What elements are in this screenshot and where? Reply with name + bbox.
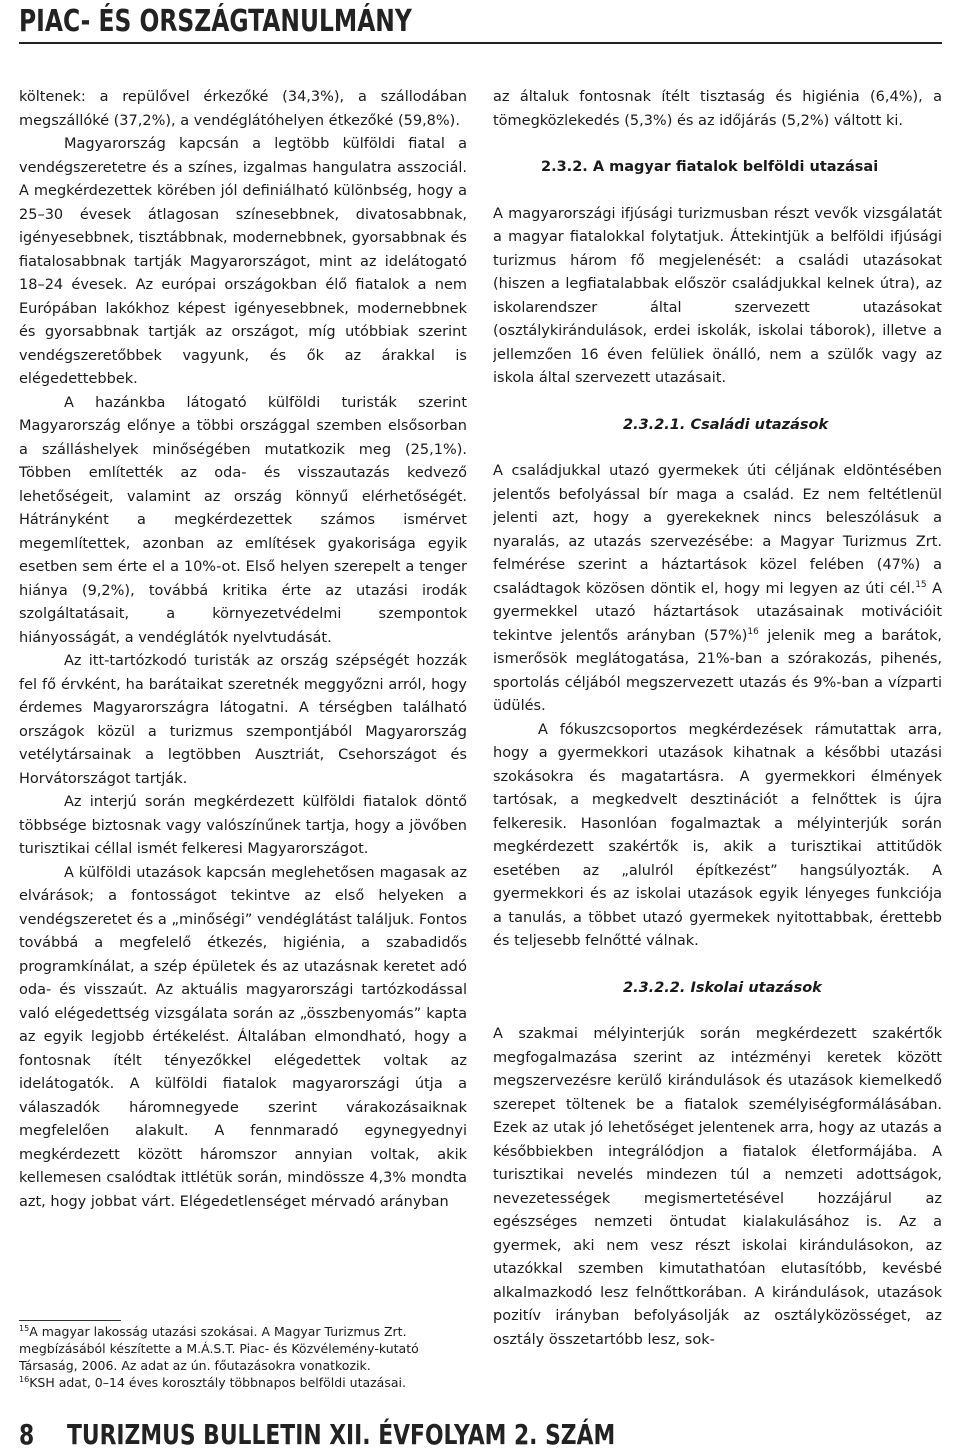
page-number: 8 bbox=[19, 1418, 35, 1451]
footer bbox=[19, 1418, 615, 1451]
footnote-15 bbox=[19, 1323, 467, 1374]
paragraph: A szakmai mélyinterjúk során megkérdezett szakértők megfogalmazása szerint az intézményi keretek között megszervezésre kerülő kirándulások és utazások kiemelkedő szerepet töltenek be a fiatalok személyiségformálásában. Ezek az utak jó lehetőséget jelentenek arra, hogy az utazás a későbbiekben integrálódjon a fiatalok életformájába. A turisztikai nevelés mindezen túl a nemzeti adottságok, nevezetességek megismertetésével hozzájárul az egészséges nemzeti öntudat kialakulásához is. Az a gyermek, aki nem vesz részt iskolai kirándulásokon, az utazókkal szemben kimutathatóan elutasítóbb, kevésbé alkalmazkodó lesz felnőttkorában. A kirándulások, utazások pozitív irányban befolyásolják az osztályközösséget, az osztály összetartóbb lesz, sok- bbox=[493, 1026, 942, 1348]
running-header: PIAC- ÉS ORSZÁGTANULMÁNY bbox=[19, 4, 412, 39]
subsection-heading: 2.3.2.1. Családi utazások bbox=[623, 416, 829, 433]
paragraph: A külföldi utazások kapcsán meglehetősen magasak az elvárások; a fontosságot tekintve az első helyeken a vendégszeretet és a „minőségi” vendéglátást találjuk. Fontos továbbá a megfelelő étkezés, higiénia, a szabadidős programkínálat, a szép épületek és az utazásnak keretet adó oda- és visszaút. Az aktuális magyarországi tartózkodással való elégedettség vizsgálata során az „összbenyomás” kapta az egyik legjobb értékelést. Általában elmondható, hogy a fontosnak ítélt tényezőkkel elégedettek voltak az idelátogatók. A külföldi fiatalok magyarországi útja a válaszadók háromnegyede szerint várakozásaiknak megfelelően alakult. A fennmaradó egynegyednyi megkérdezett között háromszor annyian voltak, akik kellemesen csalódtak ittlétük során, mindössze 4,3% mondta azt, hogy jobbat várt. Elégedetlenséget mérvadó arányban bbox=[19, 864, 467, 1210]
paragraph: Magyarország kapcsán a legtöbb külföldi fiatal a vendégszeretetre és a színes, izgalmas hangulatra asszociál. A megkérdezettek körében jól definiálható különbség, hogy a 25–30 évesek átlagosan színesebbnek, divatosabbnak, igényesebbnek, tisztábbnak, modernebbnek, gyorsabbnak és fiatalosabbnak tartják Magyarországot, mint az idelátogató 18–24 évesek. Az európai országokban élő fiatalok a nem Európában lakókhoz képest igényesebbnek, modernebbnek és gyorsabbnak tartják az országot, míg utóbbiak szerint vendégszeretőbbek vagyunk, és ők az árakkal is elégedettebbek. bbox=[19, 136, 467, 387]
right-column bbox=[493, 86, 942, 1406]
footnote-16 bbox=[19, 1374, 467, 1391]
paragraph: A fókuszcsoportos megkérdezések rámutattak arra, hogy a gyermekkori utazások kihatnak a későbbi utazási szokásokra és magatartásra. A gyermekkori élmények tartósak, a megkedvelt desztinációt a felnőttek is újra felkeresik. Hasonlóan fogalmaztak a mélyinterjúk során megkérdezett szakértők is, akik a turisztikai attitűdök esetében az „alulról építkezést” hangsúlyozták. A gyermekkori és az iskolai utazások egyik lényeges funkciója a tanulás, a többet utazó gyermekek nyitottabbak, érettebb és teljesebb felnőtté válnak. bbox=[493, 721, 942, 949]
text-run: A családjukkal utazó gyermekek úti céljának eldöntésében jelentős befolyással bír maga a család. Ez nem feltétlenül jelenti azt, hogy a gyerekeknek nincs beleszólásuk a nyaralás, az utazás szervezésébe: a Magyar Turizmus Zrt. felmérése szerint a háztartások közel felében (47%) a családtagok közösen döntik el, hogy mi legyen az úti cél. bbox=[493, 463, 942, 597]
paragraph: Az itt-tartózkodó turisták az ország szépségét hozzák fel fő érvként, ha barátaikat szeretnék meggyőzni arról, hogy érdemes Magyarországra látogatni. A térségben található országok közül a turizmus szempontjából Magyarország vetélytársainak a legtöbben Ausztriát, Csehországot és Horvátországot tartják. bbox=[19, 653, 467, 787]
subsection-heading: 2.3.2.2. Iskolai utazások bbox=[623, 979, 822, 996]
paragraph: A magyarországi ifjúsági turizmusban részt vevők vizsgálatát a magyar fiatalokkal folytatjuk. Áttekintjük a belföldi ifjúsági turizmus három fő megjelenését: a családi utazásokat (hiszen a legfiatalabbak először családjukkal kelnek útra), az iskolarendszer által szervezett utazásokat (osztálykirándulások, erdei iskolák, iskolai táborok), illetve a jellemzően 16 éven felüliek önálló, nem a szülők vagy az iskola által szervezett utazásait. bbox=[493, 205, 942, 386]
footnote-ref: 15 bbox=[915, 579, 927, 590]
footnote-text: A magyar lakosság utazási szokásai. A Magyar Turizmus Zrt. megbízásából készítette a M.Á.S.T. Piac- és Közvélemény-kutató Társaság, 2006. Az adat az ún. főutazásokra vonatkozik. bbox=[19, 1324, 419, 1373]
footnote-ref: 16 bbox=[747, 626, 759, 637]
footnotes bbox=[19, 1323, 467, 1391]
text-run: A gyermekkel utazó háztartások utazásainak motivációit tekintve jelentős arányban (57%) bbox=[493, 580, 942, 644]
text-run: jelenik meg a barátok, ismerősök meglátogatása, 21%-ban a szórakozás, pihenés, sportolás céljából megszervezett utazás és 9%-ban a vízparti üdülés. bbox=[493, 627, 942, 714]
footnote-rule bbox=[19, 1320, 121, 1321]
section-heading: 2.3.2. A magyar fiatalok belföldi utazásai bbox=[541, 159, 879, 175]
footnote-marker: 16 bbox=[19, 1375, 30, 1384]
footnote-marker: 15 bbox=[19, 1324, 30, 1333]
header-rule bbox=[19, 42, 942, 44]
left-column bbox=[19, 86, 467, 1308]
publication-name: TURIZMUS BULLETIN XII. ÉVFOLYAM 2. SZÁM bbox=[66, 1418, 616, 1451]
paragraph: költenek: a repülővel érkezőké (34,3%), a szállodában megszállóké (37,2%), a vendéglátóhelyen étkezőké (59,8%). bbox=[19, 89, 467, 129]
paragraph: Az interjú során megkérdezett külföldi fiatalok döntő többsége biztosnak vagy valószínűnek tartja, hogy a jövőben turisztikai céllal ismét felkeresi Magyarországot. bbox=[19, 794, 467, 857]
paragraph bbox=[493, 460, 942, 719]
footnote-text: KSH adat, 0–14 éves korosztály többnapos belföldi utazásai. bbox=[29, 1375, 406, 1390]
paragraph: az általuk fontosnak ítélt tisztaság és higiénia (6,4%), a tömegközlekedés (5,3%) és az időjárás (5,2%) váltott ki. bbox=[493, 89, 942, 129]
paragraph: A hazánkba látogató külföldi turisták szerint Magyarország előnye a többi országgal szemben elsősorban a szálláshelyek minőségében mutatkozik meg (25,1%). Többen említették az oda- és visszautazás kedvező lehetőségeit, valamint az ország könnyű elérhetőségét. Hátrányként a megkérdezettek számos ismérvet megemlítettek, azonban az említések gyakorisága egyik esetben sem érte el a 10%-ot. Első helyen szerepelt a tenger hiánya (9,2%), továbbá kritika érte az utazási irodák szolgáltatásait, a környezetvédelmi szempontok hiányosságát, a vendéglátók nyelvtudását. bbox=[19, 394, 467, 646]
